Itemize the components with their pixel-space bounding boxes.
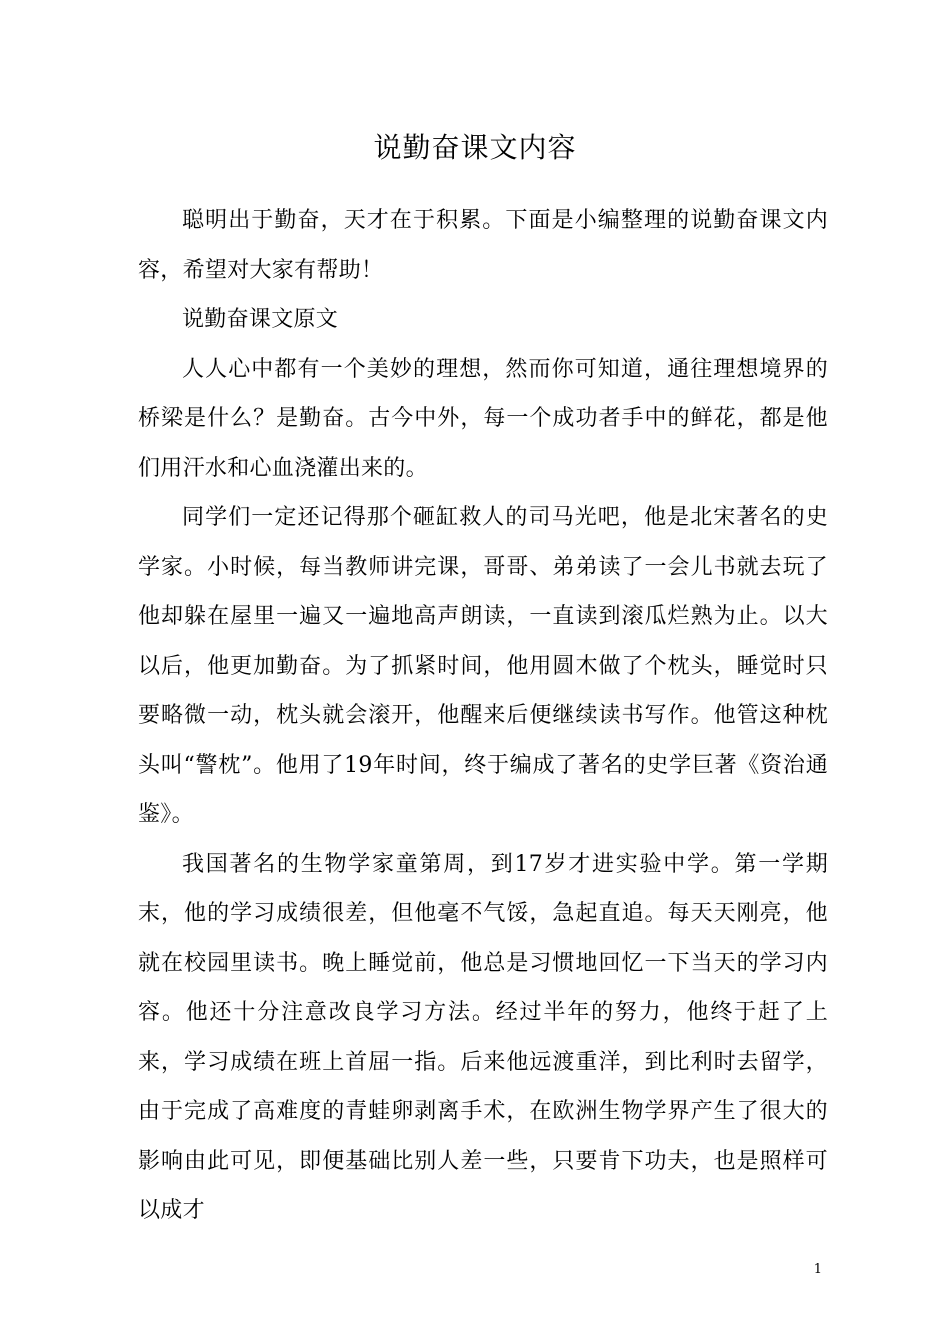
- page-number: 1: [813, 1262, 822, 1277]
- body-paragraph: 我国著名的生物学家童第周，到17岁才进实验中学。第一学期末，他的学习成绩很差，但他毫不气馁，急起直追。每天天刚亮，他就在校园里读书。晚上睡觉前，他总是习惯地回忆一下当天的学习内容。他还十分注意改良学习方法。经过半年的努力，他终于赶了上来，学习成绩在班上首屈一指。后来他远渡重洋，到比利时去留学，由于完成了高难度的青蛙卵剥离手术，在欧洲生物学界产生了很大的影响由此可见，即便基础比别人差一些，只要肯下功夫，也是照样可以成才: [138, 851, 828, 1223]
- section-heading: 说勤奋课文原文: [182, 307, 339, 332]
- body-paragraph: 同学们一定还记得那个砸缸救人的司马光吧，他是北宋著名的史学家。小时候，每当教师讲完课，哥哥、弟弟读了一会儿书就去玩了他却躲在屋里一遍又一遍地高声朗读，一直读到滚瓜烂熟为止。以大以后，他更加勤奋。为了抓紧时间，他用圆木做了个枕头，睡觉时只要略微一动，枕头就会滚开，他醒来后便继续读书写作。他管这种枕头叫“警枕”。他用了19年时间，终于编成了著名的史学巨著《资治通鉴》。: [138, 505, 828, 827]
- body-paragraph: 人人心中都有一个美妙的理想，然而你可知道，通往理想境界的桥梁是什么？是勤奋。古今中外，每一个成功者手中的鲜花，都是他们用汗水和心血浇灌出来的。: [138, 356, 828, 481]
- intro-paragraph: 聪明出于勤奋，天才在于积累。下面是小编整理的说勤奋课文内容，希望对大家有帮助！: [138, 208, 828, 283]
- document-body: [138, 196, 828, 1236]
- page-title: 说勤奋课文内容: [373, 131, 577, 164]
